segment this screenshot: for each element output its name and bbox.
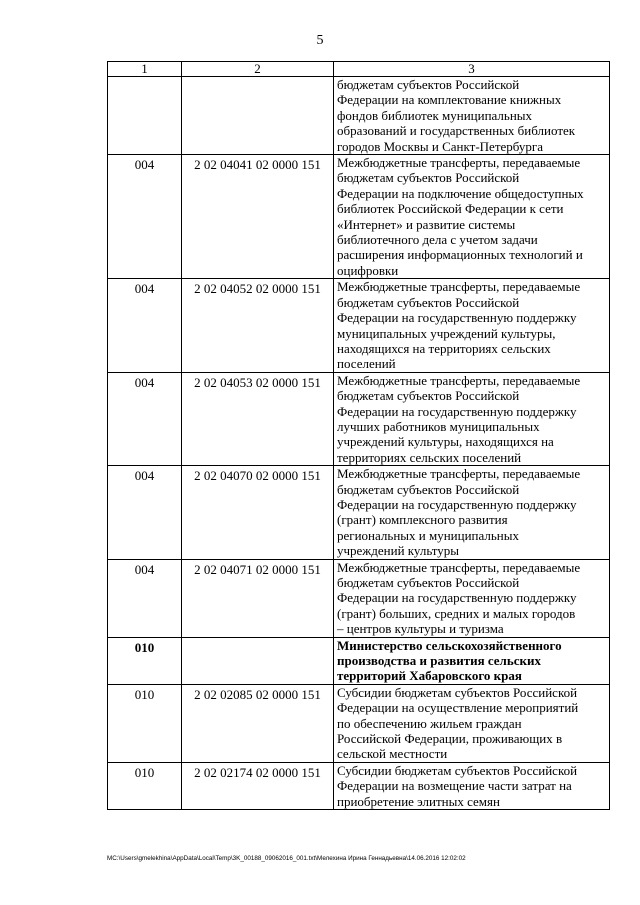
description-line: бюджетам субъектов Российской	[337, 575, 520, 590]
revenue-code-cell	[182, 77, 334, 155]
admin-code-cell: 004	[108, 372, 182, 465]
table-row	[108, 466, 610, 559]
description-line: приобретение элитных семян	[337, 793, 500, 809]
admin-code-cell: 010	[108, 762, 182, 809]
table-row	[108, 155, 610, 279]
description-cell	[334, 279, 610, 372]
description-line: Федерации на государственную поддержку	[337, 310, 577, 326]
description-cell	[334, 559, 610, 637]
description-line: территорий Хабаровского края	[337, 668, 522, 684]
admin-code-cell: 004	[108, 466, 182, 559]
table-row	[108, 279, 610, 372]
description-line: Федерации на возмещение части затрат на	[337, 778, 572, 794]
table-row	[108, 762, 610, 809]
description-line: Межбюджетные трансферты, передаваемые	[337, 155, 581, 171]
description-line: региональных и муниципальных	[337, 527, 519, 543]
description-line: (грант) комплексного развития	[337, 512, 508, 528]
description-line: учреждений культуры, находящихся на	[337, 434, 554, 450]
footer-file-path: MC:\Users\gmelekhina\AppData\Local\Temp\3K_00188_09062016_001.txt\Мелехина Ирина Геннадьевна\14.06.2016 12:02:02	[107, 855, 466, 862]
description-line: территориях сельских поселений	[337, 449, 522, 465]
header-col-3: 3	[334, 62, 610, 77]
revenue-code-cell: 2 02 04053 02 0000 151	[182, 372, 334, 465]
description-cell	[334, 466, 610, 559]
description-line: Российской Федерации, проживающих в	[337, 731, 563, 747]
description-line: «Интернет» и развитие системы	[337, 216, 516, 232]
description-line: бюджетам субъектов Российской	[337, 170, 520, 186]
description-line: производства и развития сельских	[337, 653, 541, 669]
description-line: бюджетам субъектов Российской	[337, 481, 520, 497]
description-line: муниципальных учреждений культуры,	[337, 325, 556, 341]
description-line: городов Москвы и Санкт-Петербурга	[337, 138, 543, 154]
table-row	[108, 637, 610, 684]
admin-code-cell: 004	[108, 559, 182, 637]
description-line: Федерации на подключение общедоступных	[337, 185, 584, 201]
description-line: Межбюджетные трансферты, передаваемые	[337, 559, 581, 575]
description-line: по обеспечению жильем граждан	[337, 715, 522, 731]
budget-classification-table	[107, 61, 610, 810]
description-line: бюджетам субъектов Российской	[337, 77, 520, 92]
description-line: Министерство сельскохозяйственного	[337, 637, 562, 653]
description-line: бюджетам субъектов Российской	[337, 294, 520, 310]
description-cell	[334, 77, 610, 155]
description-line: – центров культуры и туризма	[337, 621, 504, 637]
description-cell	[334, 372, 610, 465]
description-line: Федерации на комплектование книжных	[337, 92, 562, 108]
description-line: бюджетам субъектов Российской	[337, 388, 520, 404]
description-line: находящихся на территориях сельских	[337, 340, 551, 356]
description-cell	[334, 637, 610, 684]
admin-code-cell: 010	[108, 637, 182, 684]
description-line: Федерации на государственную поддержку	[337, 590, 577, 606]
description-line: оцифровки	[337, 262, 399, 278]
description-line: Федерации на государственную поддержку	[337, 496, 577, 512]
table-row	[108, 372, 610, 465]
table-row	[108, 77, 610, 155]
description-line: Межбюджетные трансферты, передаваемые	[337, 372, 581, 388]
revenue-code-cell: 2 02 04071 02 0000 151	[182, 559, 334, 637]
description-line: библиотечного дела с учетом задачи	[337, 232, 538, 248]
revenue-code-cell: 2 02 04052 02 0000 151	[182, 279, 334, 372]
revenue-code-cell: 2 02 04070 02 0000 151	[182, 466, 334, 559]
description-line: (грант) больших, средних и малых городов	[337, 605, 576, 621]
description-line: Межбюджетные трансферты, передаваемые	[337, 466, 581, 482]
revenue-code-cell: 2 02 02085 02 0000 151	[182, 684, 334, 762]
table-row	[108, 559, 610, 637]
table-header-row	[108, 62, 610, 77]
admin-code-cell: 010	[108, 684, 182, 762]
header-col-2: 2	[182, 62, 334, 77]
description-line: лучших работников муниципальных	[337, 418, 540, 434]
description-cell	[334, 684, 610, 762]
description-cell	[334, 155, 610, 279]
page-number: 5	[316, 33, 324, 48]
admin-code-cell: 004	[108, 279, 182, 372]
description-line: Федерации на осуществление мероприятий	[337, 700, 579, 716]
revenue-code-cell	[182, 637, 334, 684]
description-line: Межбюджетные трансферты, передаваемые	[337, 279, 581, 295]
description-line: сельской местности	[337, 746, 448, 762]
description-line: библиотек Российской Федерации к сети	[337, 201, 564, 217]
description-line: Субсидии бюджетам субъектов Российской	[337, 762, 578, 778]
description-line: фондов библиотек муниципальных	[337, 107, 533, 123]
description-line: Субсидии бюджетам субъектов Российской	[337, 684, 578, 700]
admin-code-cell	[108, 77, 182, 155]
description-line: поселений	[337, 356, 396, 372]
header-col-1: 1	[108, 62, 182, 77]
description-line: образований и государственных библиотек	[337, 123, 576, 139]
table-row	[108, 684, 610, 762]
admin-code-cell: 004	[108, 155, 182, 279]
description-line: Федерации на государственную поддержку	[337, 403, 577, 419]
revenue-code-cell: 2 02 02174 02 0000 151	[182, 762, 334, 809]
revenue-code-cell: 2 02 04041 02 0000 151	[182, 155, 334, 279]
description-cell	[334, 762, 610, 809]
description-line: расширения информационных технологий и	[337, 247, 583, 263]
description-line: учреждений культуры	[337, 543, 460, 559]
